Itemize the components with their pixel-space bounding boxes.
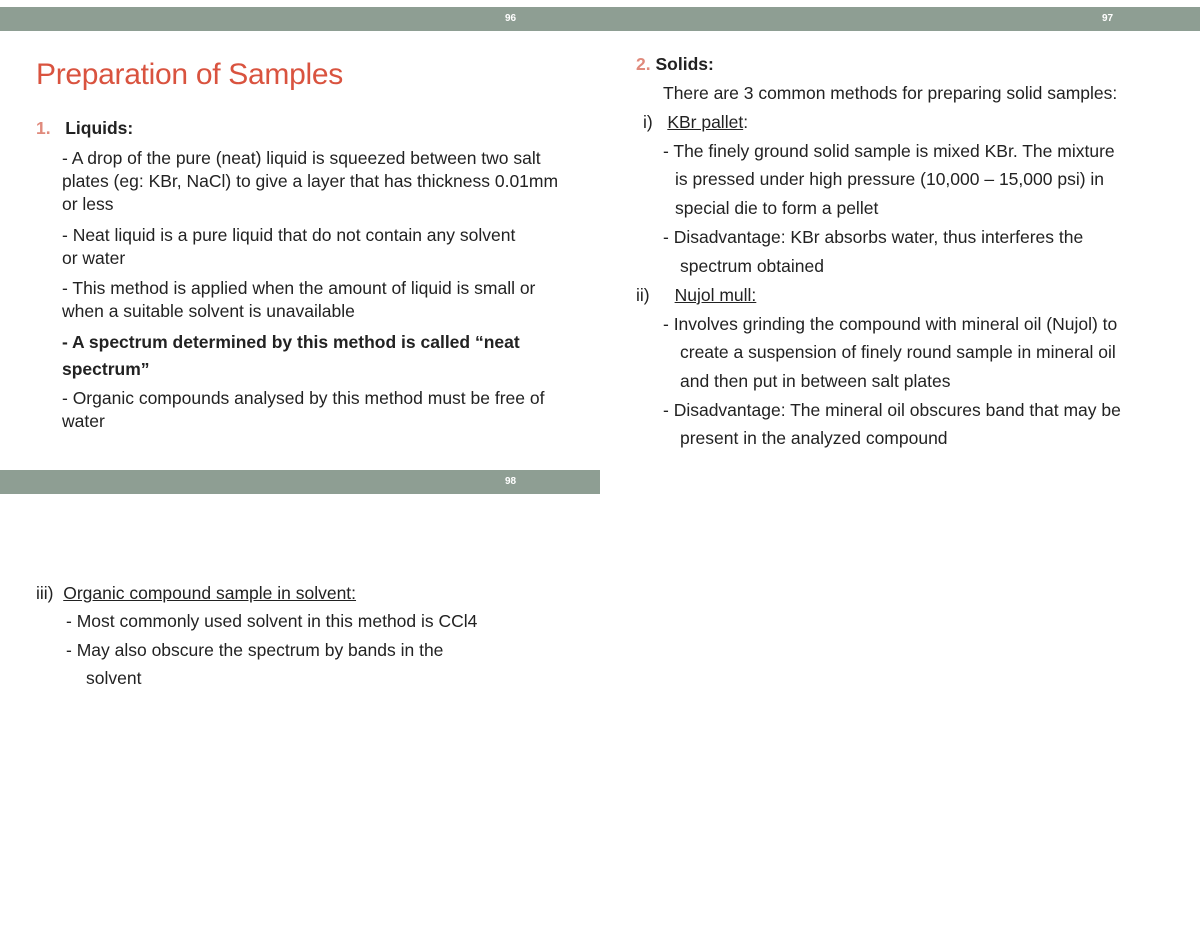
slide-header-bar	[0, 470, 600, 494]
list-item-cont: spectrum obtained	[680, 256, 824, 276]
list-item-cont: present in the analyzed compound	[680, 428, 948, 448]
method-heading-solvent: iii) Organic compound sample in solvent:	[36, 583, 357, 603]
method-heading-nujol: ii) Nujol mull:	[636, 285, 757, 305]
slide-number: 96	[505, 13, 517, 24]
list-item-cont: create a suspension of finely round sample in mineral oil	[680, 342, 1116, 362]
slide-number: 97	[1102, 13, 1114, 24]
method-heading-kbr: i) KBr pallet:	[643, 112, 749, 132]
list-item: - Involves grinding the compound with mineral oil (Nujol) to	[663, 314, 1118, 334]
list-item: - May also obscure the spectrum by bands in the	[66, 640, 444, 660]
list-item: - Disadvantage: The mineral oil obscures band that may be	[663, 400, 1121, 420]
list-item: - A spectrum determined by this method is called “neat spectrum”	[62, 332, 520, 379]
section-heading-liquids: 1. Liquids:	[36, 118, 134, 138]
list-item: - Most commonly used solvent in this method is CCl4	[66, 611, 478, 631]
list-item-cont: special die to form a pellet	[675, 198, 879, 218]
list-item: - This method is applied when the amount of liquid is small or when a suitable solvent is unavailable	[62, 278, 536, 321]
list-item-cont: is pressed under high pressure (10,000 – 15,000 psi) in	[675, 169, 1105, 189]
list-item-cont: and then put in between salt plates	[680, 371, 951, 391]
intro-text: There are 3 common methods for preparing solid samples:	[663, 83, 1118, 103]
slide-header-bar	[600, 7, 1200, 31]
slide-number: 98	[505, 476, 517, 487]
list-item: - Neat liquid is a pure liquid that do not contain any solvent or water	[62, 225, 516, 268]
list-item: - A drop of the pure (neat) liquid is squeezed between two salt plates (eg: KBr, NaCl) to give a layer that has thickness 0.01mm or less	[62, 148, 559, 214]
slide-header-bar	[0, 7, 600, 31]
list-item: - Disadvantage: KBr absorbs water, thus interferes the	[663, 227, 1084, 247]
page-title: Preparation of Samples	[36, 58, 343, 91]
list-item-cont: solvent	[86, 668, 142, 688]
list-item: - Organic compounds analysed by this method must be free of water	[62, 388, 545, 431]
list-item: - The finely ground solid sample is mixed KBr. The mixture	[663, 141, 1115, 161]
section-heading-solids: 2. Solids:	[636, 54, 714, 74]
